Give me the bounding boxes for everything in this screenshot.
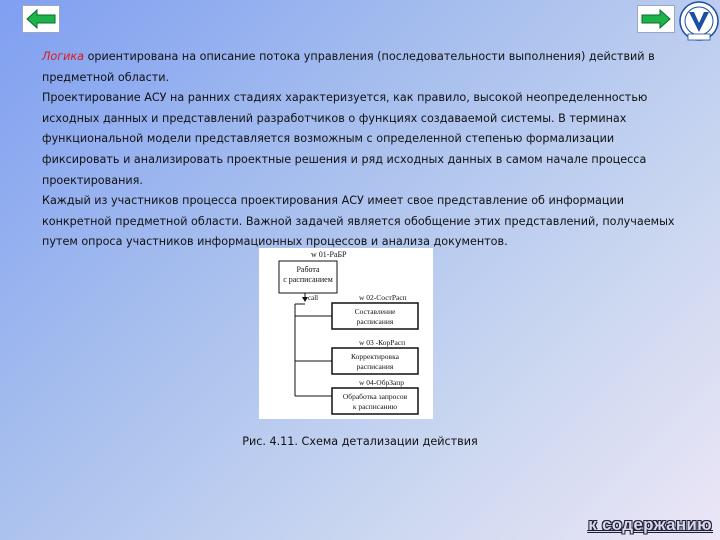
item-box-2-line1: Корректировка [351,352,399,361]
university-logo-icon [679,1,719,43]
item-box-3-line2: к расписанию [352,402,398,411]
item-label-3: w 04-ОбрЗапр [359,378,405,387]
accent-term: Логика [42,50,85,63]
paragraph-participants: Каждый из участников процесса проектирования АСУ имеет свое представление об информации конкретной предметной области. Важной задачей является обобщение этих представлений, получаемых путем опроса участников информационных процессов и анализа документов. [42,194,675,249]
item-label-2: w 03 -КорРасп [359,338,406,347]
paragraph-logic-text: ориентирована на описание потока управления (последовательности выполнения) действий в предметной области. [42,50,655,84]
body-text [42,47,682,253]
item-box-1-line2: расписания [356,317,394,326]
item-box-1-line1: Составление [354,307,396,316]
paragraph-logic [42,47,682,88]
paragraph-design: Проектирование АСУ на ранних стадиях характеризуется, как правило, высокой неопределенностью исходных данных и представлений разработчиков о функциях создаваемой системы. В терминах функциональной модели представляется возможным с определенной степенью формализации фиксировать и анализировать проектные решения и ряд исходных данных в самом начале процесса проектирования. [42,91,648,187]
figure-caption: Рис. 4.11. Схема детализации действия [242,435,478,448]
top-box-line2: с расписанием [283,275,333,284]
top-label: w 01-РаБР [311,250,347,259]
decomposition-diagram [259,248,433,419]
call-label: call [308,294,319,302]
back-button[interactable] [22,5,60,33]
item-label-1: w 02-СостРасп [359,293,407,302]
item-box-3-line1: Обработка запросов [342,392,408,401]
forward-button[interactable] [637,5,675,33]
right-arrow-icon [641,9,671,29]
top-box-line1: Работа [296,265,320,274]
item-box-2-line2: расписания [356,362,394,371]
contents-link[interactable]: к содержанию [588,515,712,534]
left-arrow-icon [26,9,56,29]
